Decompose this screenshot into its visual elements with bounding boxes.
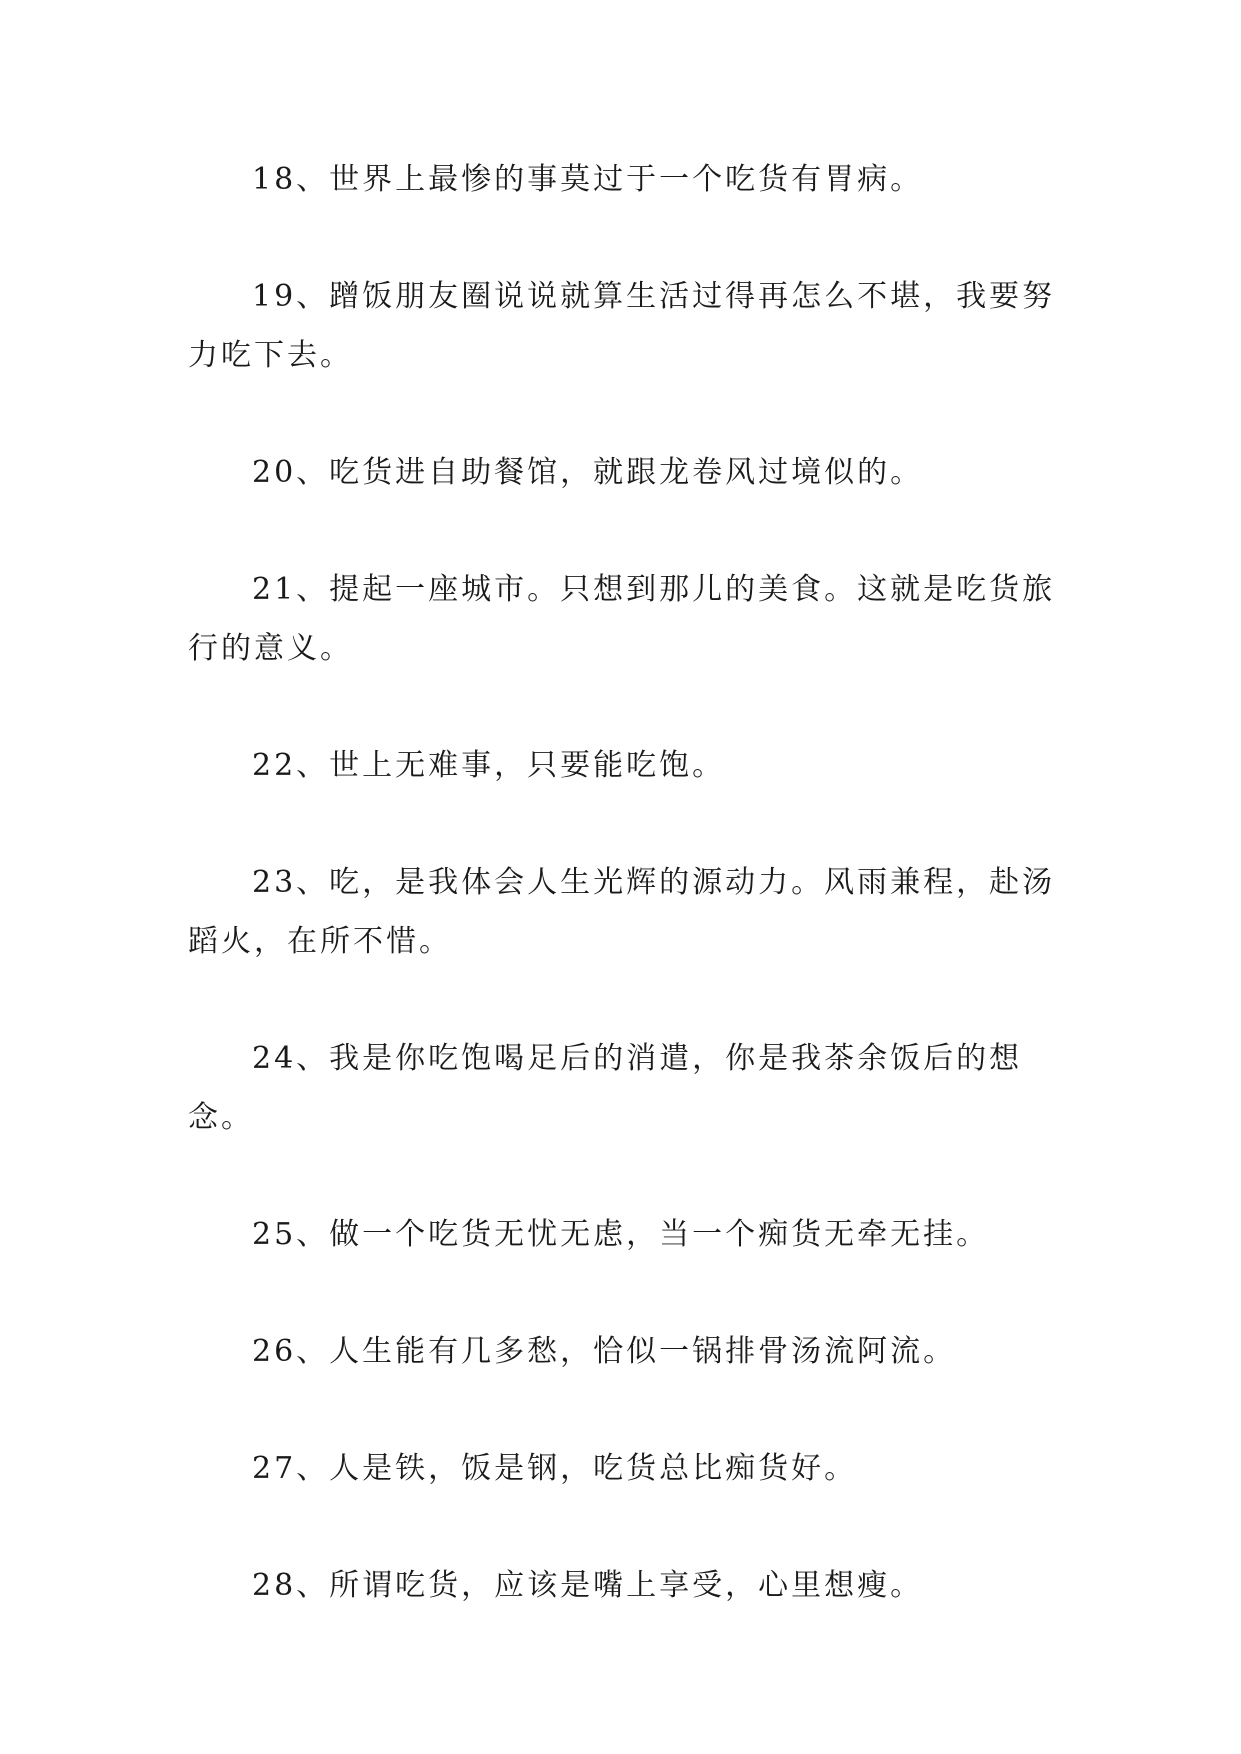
paragraph-18: 18、世界上最惨的事莫过于一个吃货有胃病。 xyxy=(252,162,924,197)
paragraph-22: 22、世上无难事，只要能吃饱。 xyxy=(252,748,726,783)
paragraph-23: 23、吃，是我体会人生光辉的源动力。风雨兼程，赴汤蹈火，在所不惜。 xyxy=(188,865,1056,959)
paragraph-24: 24、我是你吃饱喝足后的消遣，你是我茶余饭后的想念。 xyxy=(188,1041,1023,1135)
paragraph-20: 20、吃货进自助餐馆，就跟龙卷风过境似的。 xyxy=(252,455,924,490)
paragraph-27: 27、人是铁，饭是钢，吃货总比痴货好。 xyxy=(252,1451,858,1486)
paragraph-21: 21、提起一座城市。只想到那儿的美食。这就是吃货旅行的意义。 xyxy=(188,572,1056,666)
paragraph-26: 26、人生能有几多愁，恰似一锅排骨汤流阿流。 xyxy=(252,1334,957,1369)
paragraph-28: 28、所谓吃货，应该是嘴上享受，心里想瘦。 xyxy=(252,1568,924,1603)
paragraph-25: 25、做一个吃货无忧无虑，当一个痴货无牵无挂。 xyxy=(252,1217,990,1252)
document-body xyxy=(188,150,1058,1615)
paragraph-19: 19、蹭饭朋友圈说说就算生活过得再怎么不堪，我要努力吃下去。 xyxy=(188,279,1056,373)
